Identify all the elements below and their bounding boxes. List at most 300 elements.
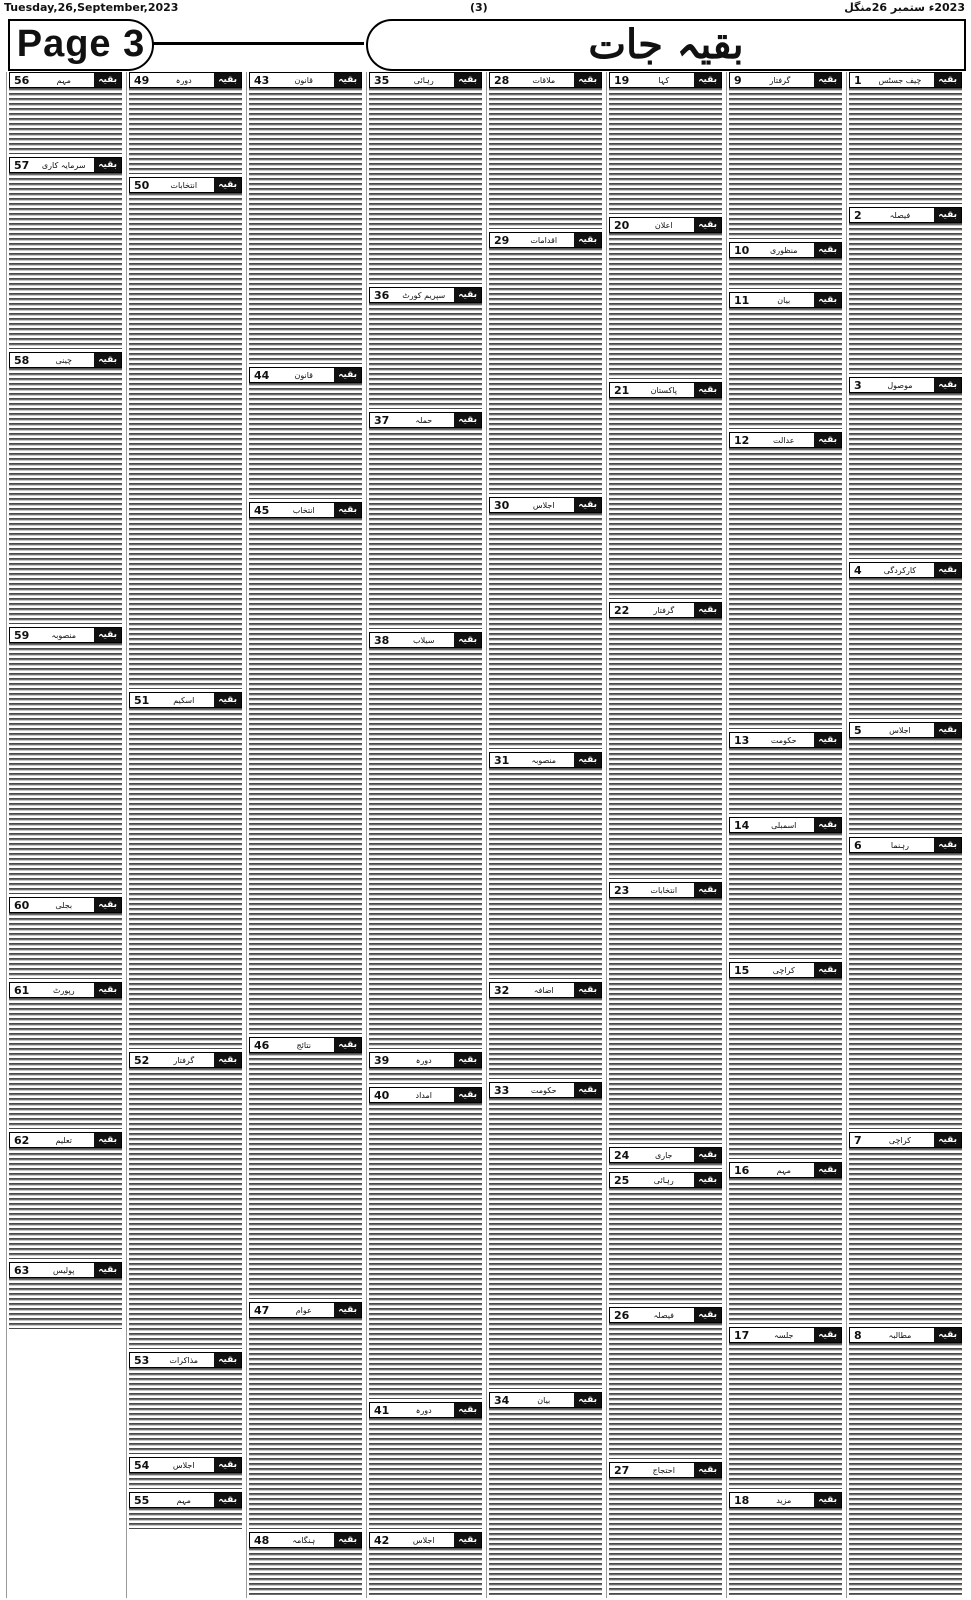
story-header	[729, 962, 842, 978]
story-block	[129, 1457, 242, 1489]
continuation-tag: بقیہ	[94, 353, 121, 367]
story-text-lines	[609, 88, 722, 214]
column-2	[726, 72, 844, 1598]
story-number: 37	[374, 413, 390, 427]
story-number: 61	[14, 983, 30, 997]
story-header	[249, 1532, 362, 1548]
continuation-tag: بقیہ	[334, 73, 361, 87]
story-header	[9, 982, 122, 998]
continuation-tag: بقیہ	[454, 1403, 481, 1417]
story-block	[369, 1087, 482, 1399]
story-topic: کراچی	[772, 965, 795, 975]
story-topic: گرفتار	[653, 605, 675, 615]
story-text-lines	[609, 1323, 722, 1459]
story-block	[609, 382, 722, 599]
story-block	[9, 1132, 122, 1259]
continuation-tag: بقیہ	[574, 1083, 601, 1097]
story-number: 59	[14, 628, 30, 642]
story-block	[489, 982, 602, 1079]
story-text-lines	[129, 1368, 242, 1454]
story-header	[729, 292, 842, 308]
story-block	[729, 292, 842, 429]
story-number: 52	[134, 1053, 150, 1067]
story-header	[369, 1052, 482, 1068]
story-number: 21	[614, 383, 630, 397]
story-number: 50	[134, 178, 150, 192]
story-topic: مہم	[776, 1165, 791, 1175]
continuation-tag: بقیہ	[214, 693, 241, 707]
story-header	[249, 72, 362, 88]
story-text-lines	[729, 748, 842, 814]
column-7	[126, 72, 244, 1598]
story-number: 42	[374, 1533, 390, 1547]
continuation-tag: بقیہ	[454, 1088, 481, 1102]
continuation-tag: بقیہ	[214, 178, 241, 192]
story-header	[849, 377, 962, 393]
story-block	[729, 1162, 842, 1324]
continuation-tag: بقیہ	[934, 208, 961, 222]
story-topic: امداد	[415, 1090, 432, 1100]
page-label: Page 3	[8, 19, 154, 71]
story-number: 57	[14, 158, 30, 172]
story-number: 60	[14, 898, 30, 912]
story-topic: اسکیم	[173, 695, 195, 705]
story-header	[9, 352, 122, 368]
continuation-tag: بقیہ	[94, 73, 121, 87]
columns-grid	[6, 72, 964, 1598]
story-block	[489, 72, 602, 229]
story-text-lines	[849, 738, 962, 834]
story-block	[249, 1302, 362, 1529]
story-header	[609, 1307, 722, 1323]
continuation-tag: بقیہ	[814, 293, 841, 307]
story-block	[849, 72, 962, 204]
story-block	[129, 1052, 242, 1349]
story-block	[489, 497, 602, 749]
masthead	[0, 16, 971, 74]
story-topic: حکومت	[530, 1085, 557, 1095]
continuation-tag: بقیہ	[814, 963, 841, 977]
story-text-lines	[729, 1508, 842, 1595]
story-text-lines	[609, 398, 722, 599]
continuation-tag: بقیہ	[934, 73, 961, 87]
story-header	[249, 1302, 362, 1318]
column-1	[846, 72, 964, 1598]
story-text-lines	[489, 998, 602, 1079]
continuation-tag: بقیہ	[454, 633, 481, 647]
continuation-tag: بقیہ	[574, 983, 601, 997]
story-text-lines	[729, 308, 842, 429]
story-header	[609, 72, 722, 88]
story-text-lines	[249, 383, 362, 499]
story-block	[609, 882, 722, 1144]
story-header	[129, 177, 242, 193]
story-number: 48	[254, 1533, 270, 1547]
story-number: 41	[374, 1403, 390, 1417]
story-header	[849, 1327, 962, 1343]
story-header	[369, 632, 482, 648]
story-number: 20	[614, 218, 630, 232]
continuation-tag: بقیہ	[574, 73, 601, 87]
story-header	[9, 627, 122, 643]
story-topic: مہم	[56, 75, 71, 85]
story-header	[609, 1147, 722, 1163]
story-topic: منصوبہ	[51, 630, 77, 640]
story-topic: فیصلہ	[653, 1310, 674, 1320]
story-block	[729, 1327, 842, 1489]
story-topic: پاکستان	[650, 385, 677, 395]
continuation-tag: بقیہ	[334, 1038, 361, 1052]
story-number: 22	[614, 603, 630, 617]
story-text-lines	[849, 393, 962, 559]
story-block	[9, 352, 122, 624]
continuation-tag: بقیہ	[694, 883, 721, 897]
story-topic: دورہ	[415, 1055, 432, 1065]
continuation-tag: بقیہ	[934, 1328, 961, 1342]
story-topic: رپورٹ	[52, 985, 75, 995]
story-text-lines	[489, 88, 602, 229]
story-block	[249, 1037, 362, 1299]
story-block	[9, 627, 122, 894]
story-topic: ہنگامہ	[292, 1535, 316, 1545]
story-number: 24	[614, 1148, 630, 1162]
continuation-tag: بقیہ	[94, 1263, 121, 1277]
continuation-tag: بقیہ	[574, 753, 601, 767]
story-topic: انتخابات	[650, 885, 678, 895]
story-number: 18	[734, 1493, 750, 1507]
story-block	[729, 432, 842, 729]
story-text-lines	[489, 513, 602, 749]
story-number: 40	[374, 1088, 390, 1102]
story-number: 55	[134, 1493, 150, 1507]
story-block	[849, 722, 962, 834]
story-block	[849, 207, 962, 374]
story-topic: قانون	[294, 75, 313, 85]
story-header	[249, 1037, 362, 1053]
story-block	[609, 1172, 722, 1304]
story-number: 38	[374, 633, 390, 647]
story-block	[369, 287, 482, 409]
story-text-lines	[729, 258, 842, 289]
story-topic: گرفتار	[769, 75, 791, 85]
story-text-lines	[129, 1508, 242, 1529]
story-text-lines	[9, 998, 122, 1129]
story-block	[729, 817, 842, 959]
continuation-tag: بقیہ	[694, 383, 721, 397]
story-block	[849, 377, 962, 559]
story-block	[129, 1492, 242, 1529]
story-header	[9, 1132, 122, 1148]
story-header	[609, 1462, 722, 1478]
date-urdu: 2023ء ستمبر 26منگل	[844, 1, 965, 14]
column-3	[606, 72, 724, 1598]
story-number: 1	[854, 73, 862, 87]
story-number: 2	[854, 208, 862, 222]
story-number: 12	[734, 433, 750, 447]
story-topic: مہم	[176, 1495, 191, 1505]
story-header	[129, 1457, 242, 1473]
story-header	[369, 287, 482, 303]
story-text-lines	[129, 708, 242, 1049]
continuation-tag: بقیہ	[814, 818, 841, 832]
story-text-lines	[249, 1318, 362, 1529]
story-topic: چینی	[55, 355, 72, 365]
story-header	[9, 1262, 122, 1278]
story-block	[489, 232, 602, 494]
story-text-lines	[849, 223, 962, 374]
continuation-tag: بقیہ	[454, 288, 481, 302]
continuation-tag: بقیہ	[94, 1133, 121, 1147]
continuation-tag: بقیہ	[934, 838, 961, 852]
story-block	[129, 177, 242, 689]
story-block	[849, 1132, 962, 1324]
story-block	[849, 1327, 962, 1595]
story-topic: حکومت	[770, 735, 797, 745]
story-header	[9, 157, 122, 173]
continuation-tag: بقیہ	[814, 73, 841, 87]
story-number: 16	[734, 1163, 750, 1177]
story-block	[129, 692, 242, 1049]
story-header	[129, 692, 242, 708]
story-header	[489, 1082, 602, 1098]
story-text-lines	[9, 913, 122, 979]
story-block	[129, 1352, 242, 1454]
story-topic: اعلان	[654, 220, 673, 230]
story-block	[369, 72, 482, 284]
continuation-tag: بقیہ	[334, 1533, 361, 1547]
story-text-lines	[729, 448, 842, 729]
story-topic: موصول	[887, 380, 913, 390]
story-text-lines	[609, 1163, 722, 1169]
story-text-lines	[489, 1098, 602, 1389]
story-text-lines	[129, 193, 242, 689]
story-number: 11	[734, 293, 750, 307]
story-text-lines	[849, 853, 962, 1129]
story-topic: کارکردگی	[883, 565, 917, 575]
story-header	[849, 722, 962, 738]
continuation-tag: بقیہ	[334, 1303, 361, 1317]
story-number: 62	[14, 1133, 30, 1147]
story-text-lines	[369, 648, 482, 1049]
story-block	[609, 1462, 722, 1595]
story-block	[9, 1262, 122, 1329]
story-header	[849, 562, 962, 578]
story-header	[489, 752, 602, 768]
story-block	[729, 242, 842, 289]
story-text-lines	[9, 173, 122, 349]
story-block	[849, 562, 962, 719]
story-number: 29	[494, 233, 510, 247]
continuation-tag: بقیہ	[94, 158, 121, 172]
continuation-tag: بقیہ	[574, 1393, 601, 1407]
story-text-lines	[9, 1148, 122, 1259]
continuation-tag: بقیہ	[934, 563, 961, 577]
story-number: 36	[374, 288, 390, 302]
continuation-tag: بقیہ	[694, 1148, 721, 1162]
story-block	[729, 962, 842, 1159]
story-topic: رہائی	[653, 1175, 674, 1185]
continuation-tag: بقیہ	[574, 233, 601, 247]
story-topic: اسمبلی	[771, 820, 797, 830]
story-number: 56	[14, 73, 30, 87]
continuation-tag: بقیہ	[814, 1493, 841, 1507]
continuation-tag: بقیہ	[334, 503, 361, 517]
story-text-lines	[9, 88, 122, 154]
story-text-lines	[369, 1548, 482, 1595]
story-topic: اضافہ	[533, 985, 554, 995]
story-topic: جاری	[654, 1150, 673, 1160]
continuation-tag: بقیہ	[214, 73, 241, 87]
story-topic: اجلاس	[172, 1460, 195, 1470]
story-topic: کہا	[658, 75, 670, 85]
story-text-lines	[9, 643, 122, 894]
story-text-lines	[249, 518, 362, 1034]
story-number: 63	[14, 1263, 30, 1277]
story-topic: انتخابات	[170, 180, 198, 190]
story-number: 26	[614, 1308, 630, 1322]
story-header	[609, 382, 722, 398]
story-topic: انتخاب	[292, 505, 315, 515]
story-block	[369, 1402, 482, 1529]
story-number: 3	[854, 378, 862, 392]
story-header	[849, 72, 962, 88]
story-text-lines	[489, 248, 602, 494]
story-number: 33	[494, 1083, 510, 1097]
story-header	[729, 732, 842, 748]
continuation-tag: بقیہ	[454, 73, 481, 87]
story-text-lines	[369, 88, 482, 284]
story-block	[9, 897, 122, 979]
continuation-tag: بقیہ	[94, 898, 121, 912]
continuation-tag: بقیہ	[214, 1493, 241, 1507]
story-number: 25	[614, 1173, 630, 1187]
story-number: 10	[734, 243, 750, 257]
story-header	[129, 1052, 242, 1068]
story-topic: بجلی	[55, 900, 73, 910]
story-text-lines	[609, 898, 722, 1144]
story-text-lines	[249, 1053, 362, 1299]
story-text-lines	[369, 303, 482, 409]
story-number: 53	[134, 1353, 150, 1367]
story-text-lines	[369, 1068, 482, 1084]
story-block	[9, 157, 122, 349]
continuation-tag: بقیہ	[814, 1163, 841, 1177]
story-number: 51	[134, 693, 150, 707]
story-topic: اقدامات	[530, 235, 558, 245]
story-number: 28	[494, 73, 510, 87]
story-header	[129, 72, 242, 88]
continuation-tag: بقیہ	[934, 723, 961, 737]
story-topic: مزید	[776, 1495, 792, 1505]
story-text-lines	[729, 1178, 842, 1324]
story-header	[609, 602, 722, 618]
continuation-tag: بقیہ	[694, 218, 721, 232]
continuation-tag: بقیہ	[454, 1053, 481, 1067]
story-header	[609, 217, 722, 233]
story-topic: مذاکرات	[169, 1355, 199, 1365]
story-block	[369, 412, 482, 629]
story-number: 45	[254, 503, 270, 517]
story-block	[129, 72, 242, 174]
story-topic: دورہ	[175, 75, 192, 85]
column-5	[366, 72, 484, 1598]
story-block	[609, 217, 722, 379]
story-topic: قانون	[294, 370, 313, 380]
story-number: 14	[734, 818, 750, 832]
continuation-tag: بقیہ	[454, 413, 481, 427]
story-header	[249, 502, 362, 518]
story-number: 19	[614, 73, 630, 87]
story-block	[369, 632, 482, 1049]
masthead-rule	[152, 42, 364, 45]
story-topic: عوام	[295, 1305, 312, 1315]
story-text-lines	[849, 1343, 962, 1595]
story-text-lines	[849, 88, 962, 204]
story-block	[729, 1492, 842, 1595]
story-topic: دورہ	[415, 1405, 432, 1415]
story-block	[249, 502, 362, 1034]
continuation-tag: بقیہ	[694, 1308, 721, 1322]
story-header	[489, 72, 602, 88]
story-block	[849, 837, 962, 1129]
story-header	[609, 882, 722, 898]
story-block	[369, 1052, 482, 1084]
story-header	[729, 242, 842, 258]
story-topic: رہائی	[413, 75, 434, 85]
story-text-lines	[729, 1343, 842, 1489]
story-text-lines	[129, 88, 242, 174]
story-text-lines	[129, 1068, 242, 1349]
story-number: 31	[494, 753, 510, 767]
story-block	[609, 602, 722, 879]
story-topic: تعلیم	[55, 1135, 72, 1145]
story-text-lines	[729, 833, 842, 959]
story-block	[609, 1307, 722, 1459]
story-number: 43	[254, 73, 270, 87]
story-text-lines	[849, 578, 962, 719]
story-number: 6	[854, 838, 862, 852]
story-header	[729, 432, 842, 448]
story-number: 8	[854, 1328, 862, 1342]
story-number: 32	[494, 983, 510, 997]
continuation-tag: بقیہ	[334, 368, 361, 382]
story-text-lines	[849, 1148, 962, 1324]
story-header	[849, 207, 962, 223]
story-topic: گرفتار	[173, 1055, 195, 1065]
continuation-tag: بقیہ	[934, 1133, 961, 1147]
story-block	[249, 1532, 362, 1595]
story-header	[369, 1087, 482, 1103]
continuation-tag: بقیہ	[574, 498, 601, 512]
story-number: 17	[734, 1328, 750, 1342]
continuation-tag: بقیہ	[214, 1353, 241, 1367]
story-text-lines	[489, 768, 602, 979]
story-number: 23	[614, 883, 630, 897]
story-topic: بیان	[537, 1395, 551, 1405]
story-header	[129, 1492, 242, 1508]
continuation-tag: بقیہ	[694, 73, 721, 87]
story-block	[369, 1532, 482, 1595]
date-english: Tuesday,26,September,2023	[4, 1, 179, 14]
story-header	[489, 1392, 602, 1408]
continuation-tag: بقیہ	[814, 733, 841, 747]
story-topic: اجلاس	[412, 1535, 435, 1545]
story-block	[609, 1147, 722, 1169]
story-text-lines	[369, 1418, 482, 1529]
story-text-lines	[729, 978, 842, 1159]
story-topic: مطالبہ	[888, 1330, 912, 1340]
story-number: 35	[374, 73, 390, 87]
